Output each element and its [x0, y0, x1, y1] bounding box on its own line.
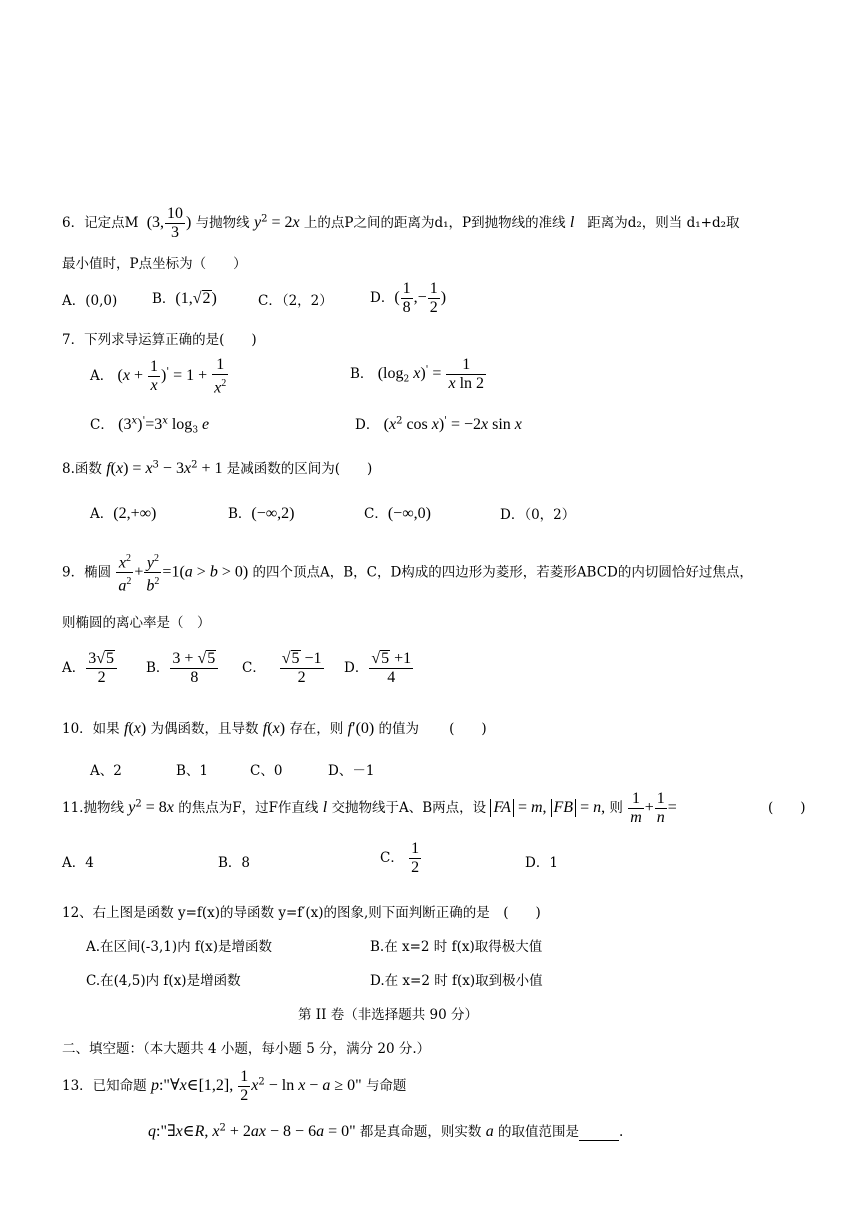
q12-option-a: A.在区间(-3,1)内 f(x)是增函数: [86, 939, 273, 955]
q9-line2: 则椭圆的离心率是（ ）: [62, 615, 211, 631]
q11-stem: 11.抛物线 $y^2 = 8x$ 的焦点为F，过F作直线 l 交抛物线于A、B两点，设 FA = m, FB = n, 则 $\frac{1}{m}$ + $\frac{1}{n}$ =: [62, 790, 677, 826]
q6-option-a: A．(0,0): [62, 293, 118, 309]
q9-option-c: C． $\frac{√5 -1}{2}$: [242, 650, 322, 686]
q10-option-d: D、－1: [328, 763, 375, 779]
q12-stem: 12、右上图是函数 y=f(x)的导函数 y=f′(x)的图象,则下面判断正确的是 ( ): [62, 905, 541, 921]
q8-option-a: A．(2,+∞): [90, 505, 157, 522]
q11-option-c: C． $\frac{1}{2}$: [380, 840, 420, 876]
q11-paren: ( ): [768, 800, 806, 816]
q9-stem: 9．椭圆 $\frac{x^2}{a^2}$ + $\frac{y^2}{b^2}$ =1(a > b > 0) 的四个顶点A，B，C，D构成的四边形为菱形，若菱形ABCD的内切圆恰好过焦点，: [62, 553, 753, 595]
q12-option-b: B.在 x=2 时 f(x)取得极大值: [370, 939, 543, 955]
q10-option-c: C、0: [250, 763, 283, 779]
q7-option-a: A． (x + $\frac{1}{x}$ )' = 1 + $\frac{1}{x^2}$: [90, 356, 227, 397]
q6-option-b: B．(1,√2): [152, 290, 217, 307]
section-title: 第 II 卷（非选择题共 90 分）: [298, 1007, 479, 1023]
q6-line2: 最小值时，P点坐标为（ ）: [62, 256, 247, 272]
q6-option-d: D．( $\frac{1}{8}$ ,− $\frac{1}{2}$ ): [370, 280, 447, 316]
q11-option-b: B．8: [218, 855, 251, 871]
q6-option-c: C．（2，2）: [258, 293, 333, 309]
q10-option-a: A、2: [90, 763, 122, 779]
q8-option-b: B．(−∞,2): [228, 505, 295, 522]
q8-stem: 8.函数 $f(x) = x^3 - 3x^2 + 1$ 是减函数的区间为( ): [62, 459, 373, 477]
q8-option-c: C．(−∞,0): [364, 505, 431, 522]
q10-option-b: B、1: [176, 763, 209, 779]
q12-option-d: D.在 x=2 时 f(x)取到极小值: [370, 973, 543, 989]
q10-stem: 10．如果 f(x) 为偶函数，且导数 f(x) 存在，则 f′(0) 的值为 ( ): [62, 720, 487, 737]
q9-option-b: B． $\frac{3 + √5}{8}$: [146, 650, 219, 687]
q9-option-d: D． $\frac{√5 +1}{4}$: [344, 650, 412, 686]
q7-option-d: D． ($x^2$ cos x)' = −2x sin x: [355, 415, 522, 433]
q13-line2: q:"∃x∈R, $x^2 + 2ax - 8 - 6a = 0$" 都是真命题，则实数 a 的取值范围是 .: [148, 1122, 624, 1140]
q6-line1: 6．记定点M (3, $\frac{10}{3}$ ) 与抛物线 $y^2 = 2x$ 上的点P之间的距离为d₁，P到抛物线的准线 l 距离为d₂，则当 d₁+d₂取: [62, 205, 740, 241]
q12-option-c: C.在(4,5)内 f(x)是增函数: [86, 973, 241, 989]
q8-option-d: D．（0，2）: [500, 507, 576, 523]
answer-blank[interactable]: [579, 1126, 619, 1141]
q9-option-a: A． $\frac{3√5}{2}$: [62, 650, 118, 687]
q13-line1: 13．已知命题 p:"∀x∈[1,2], $\frac{1}{2}$ $x^2 - \ln x - a \ge 0$" 与命题: [62, 1068, 407, 1104]
q11-option-a: A．4: [62, 855, 94, 871]
q7-option-c: C． $(3^x)'=3^x$ $\log_3 e$: [90, 415, 210, 436]
q7-stem: 7．下列求导运算正确的是( ): [62, 332, 257, 348]
q11-option-d: D．1: [525, 855, 558, 871]
q7-option-b: B． ($\log_2$ x)' = $\frac{1}{\text{x ln 2}}$: [350, 356, 485, 392]
fill-in-header: 二、填空题：（本大题共 4 小题，每小题 5 分，满分 20 分.）: [62, 1041, 431, 1057]
